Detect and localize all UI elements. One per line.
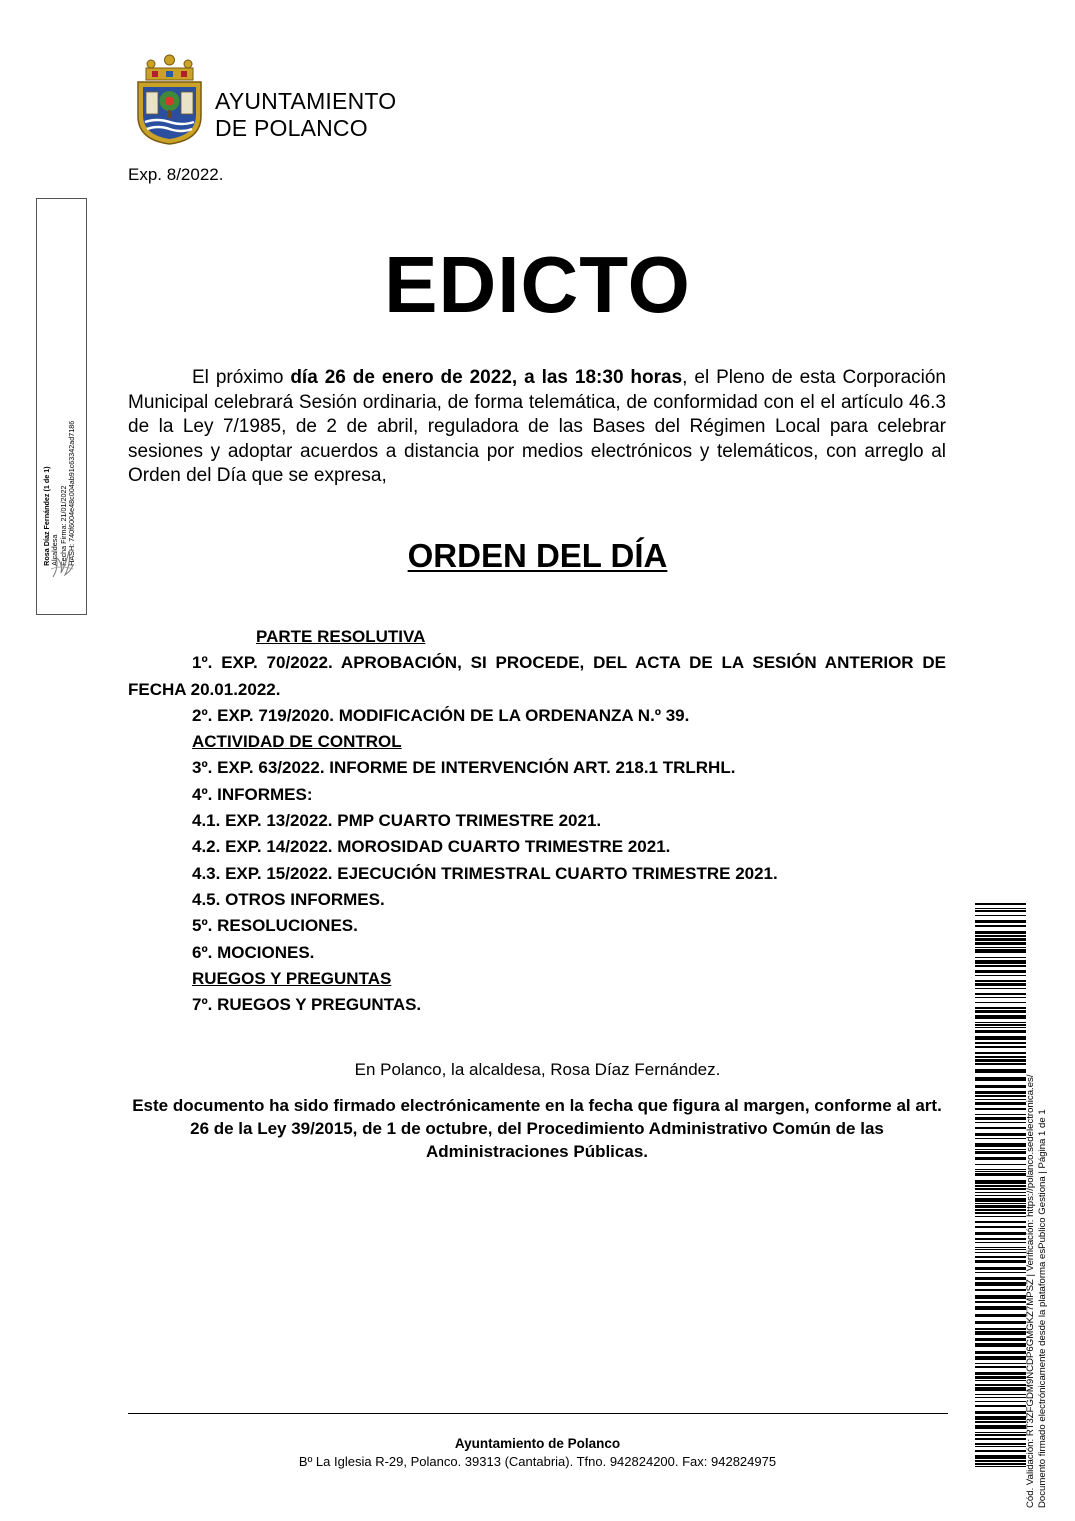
coat-of-arms-icon xyxy=(132,54,207,146)
intro-date-time: día 26 de enero de 2022, a las 18:30 horas xyxy=(290,367,683,388)
section-parte-resolutiva: PARTE RESOLUTIVA xyxy=(256,627,426,646)
footer-divider xyxy=(128,1413,948,1414)
legal-notice: Este documento ha sido firmado electrónicamente en la fecha que figura al margen, conforme al art. 26 de la Ley 39/2015, de 1 de octubre, del Procedimiento Administrativo Común de las Administraciones Públicas. xyxy=(132,1096,942,1161)
org-name-line1: AYUNTAMIENTO xyxy=(215,88,397,114)
signer-name: Rosa Díaz Fernández (1 de 1) xyxy=(42,466,52,566)
expedient-reference: Exp. 8/2022. xyxy=(128,165,224,184)
agenda-item-4-2: 4.2. EXP. 14/2022. MOROSIDAD CUARTO TRIMESTRE 2021. xyxy=(192,837,671,857)
agenda-title: ORDEN DEL DÍA xyxy=(407,537,668,574)
agenda-item-1: 1º. EXP. 70/2022. APROBACIÓN, SI PROCEDE, DEL ACTA DE LA SESIÓN ANTERIOR DE FECHA 20.01.2022. xyxy=(128,653,946,699)
document-title: EDICTO xyxy=(384,240,691,329)
intro-text-end: , el Pleno de esta Corporación Municipal celebrará Sesión ordinaria, de forma telemática, de conformidad con el el artículo 46.3 de la Ley 7/1985, de 2 de abril, reguladora de las Bases del Régimen Local para celebrar sesiones y adoptar acuerdos a distancia por medios electrónicos y telemáticos, con arreglo al Orden del Día que se expresa, xyxy=(128,367,946,486)
signature-hash: HASH: 740f6004e48c004ab91c63342ad7186 xyxy=(67,420,77,566)
verification-code-line: Cód. Validación: RT3ZFGDM9NCDP6GMGKZ7MPSZ | Verificación: https://polanco.sedelectronica.es/ xyxy=(1025,1074,1036,1508)
organization-name xyxy=(215,88,396,142)
section-ruegos-preguntas: RUEGOS Y PREGUNTAS xyxy=(192,968,392,988)
agenda-item-3: 3º. EXP. 63/2022. INFORME DE INTERVENCIÓN ART. 218.1 TRLRHL. xyxy=(192,758,736,778)
agenda-list xyxy=(128,624,946,1018)
agenda-item-6: 6º. MOCIONES. xyxy=(192,942,315,962)
agenda-item-4-5: 4.5. OTROS INFORMES. xyxy=(192,889,385,909)
intro-text-start: El próximo xyxy=(192,367,291,388)
barcode-icon xyxy=(975,903,1026,1468)
agenda-item-4-3: 4.3. EXP. 15/2022. EJECUCIÓN TRIMESTRAL CUARTO TRIMESTRE 2021. xyxy=(192,863,778,883)
agenda-item-2: 2º. EXP. 719/2020. MODIFICACIÓN DE LA ORDENANZA N.º 39. xyxy=(192,705,690,725)
signoff-line: En Polanco, la alcaldesa, Rosa Díaz Fernández. xyxy=(354,1060,721,1079)
footer-address: Bº La Iglesia R-29, Polanco. 39313 (Cantabria). Tfno. 942824200. Fax: 942824975 xyxy=(298,1454,777,1469)
verification-platform-line: Documento firmado electrónicamente desde la plataforma esPublico Gestiona | Página 1 de 1 xyxy=(1037,1109,1048,1508)
footer-organization: Ayuntamiento de Polanco xyxy=(454,1436,621,1451)
section-actividad-control: ACTIVIDAD DE CONTROL xyxy=(192,732,402,752)
intro-paragraph xyxy=(128,366,946,489)
org-name-line2: DE POLANCO xyxy=(215,115,368,141)
verification-text xyxy=(1025,938,1049,1508)
agenda-item-4-1: 4.1. EXP. 13/2022. PMP CUARTO TRIMESTRE 2021. xyxy=(192,811,602,831)
signature-date: Fecha Firma: 21/01/2022 xyxy=(59,485,68,566)
agenda-item-5: 5º. RESOLUCIONES. xyxy=(192,916,358,936)
agenda-item-7: 7º. RUEGOS Y PREGUNTAS. xyxy=(192,995,422,1015)
agenda-item-4: 4º. INFORMES: xyxy=(192,784,313,804)
signer-role: Alcaldesa xyxy=(50,534,60,566)
